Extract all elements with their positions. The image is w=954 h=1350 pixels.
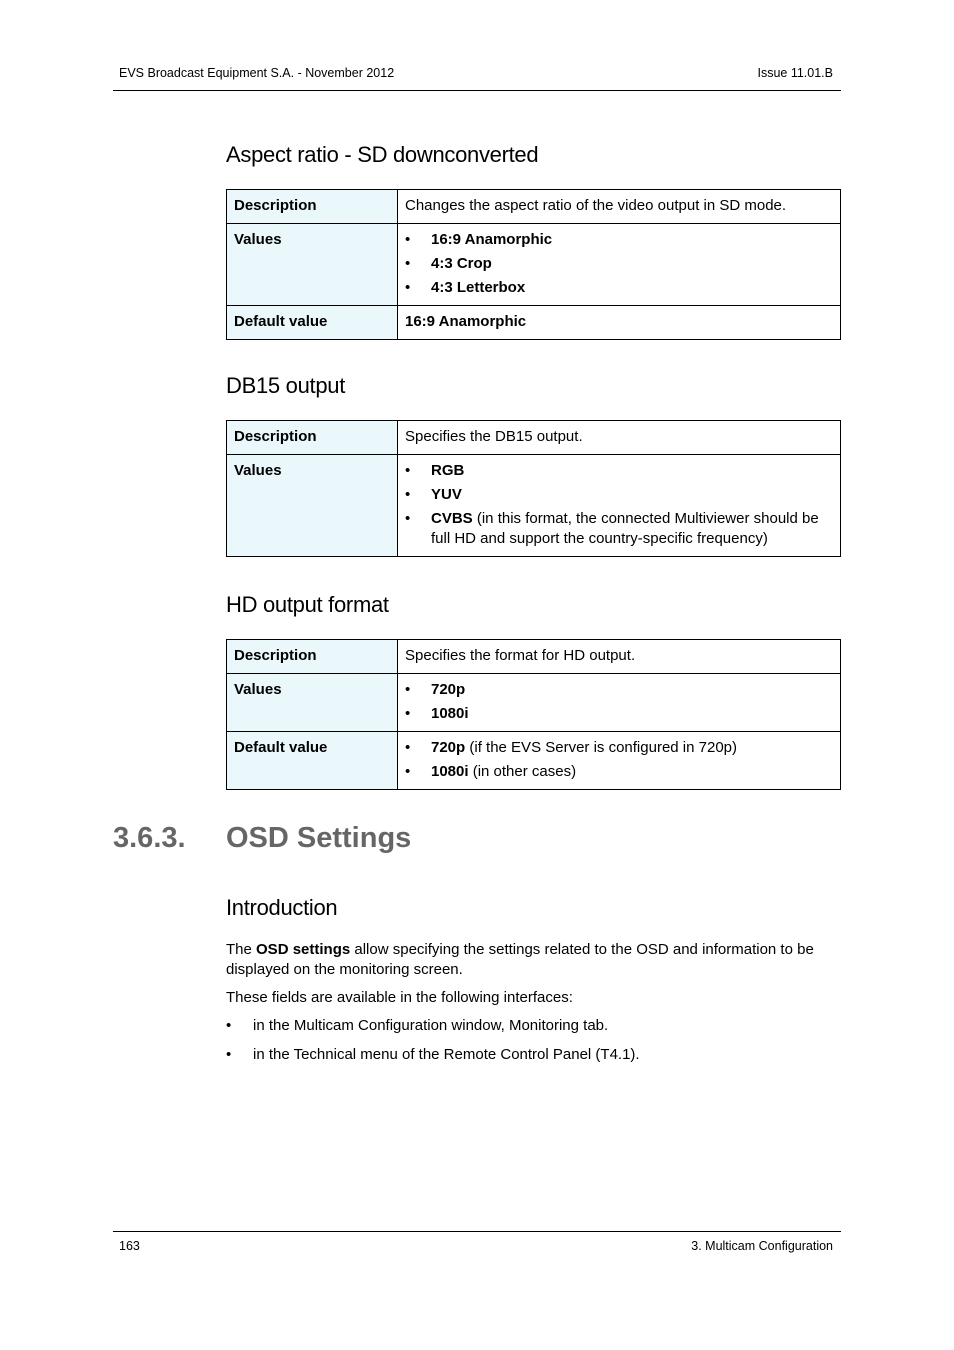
row-value: Changes the aspect ratio of the video output in SD mode. [398,190,841,224]
list-item: • YUV [405,486,462,503]
page-header [113,66,841,91]
intro-paragraph: The OSD settings allow specifying the settings related to the OSD and information to be displayed on the monitoring screen. [226,941,814,978]
list-item: • 720p [405,681,466,698]
values-list [405,230,836,298]
list-item: • 1080i [405,705,469,722]
page-number: 163 [119,1239,140,1253]
footer-chapter: 3. Multicam Configuration [691,1239,833,1253]
section-title-aspect-ratio: Aspect ratio - SD downconverted [226,142,539,167]
row-value [398,224,841,306]
introduction-body [226,940,841,1074]
page-footer [113,1231,841,1253]
values-list [405,738,836,782]
row-key: Values [227,224,398,306]
db15-output-table [226,420,841,557]
list-item: • RGB [405,462,465,479]
table-row [227,190,841,224]
list-item: • in the Multicam Configuration window, Monitoring tab. [226,1017,609,1034]
row-value: 16:9 Anamorphic [398,306,841,340]
table-row [227,306,841,340]
list-item: • CVBS (in this format, the connected Multiviewer should be full HD and support the country-specific frequency) [405,510,819,547]
values-list [405,461,836,549]
row-value [398,732,841,790]
row-key: Description [227,640,398,674]
row-key: Description [227,421,398,455]
table-row [227,455,841,557]
values-list [405,680,836,724]
list-item: • 4:3 Letterbox [405,279,526,296]
section-title-db15-output: DB15 output [226,373,346,398]
header-publisher: EVS Broadcast Equipment S.A. - November 2012 [119,66,395,80]
row-key: Default value [227,732,398,790]
intro-paragraph: These fields are available in the following interfaces: [226,989,573,1006]
row-value [398,674,841,732]
row-value: Specifies the format for HD output. [398,640,841,674]
row-value: Specifies the DB15 output. [398,421,841,455]
row-key: Values [227,674,398,732]
section-title-hd-output-format: HD output format [226,592,389,617]
interfaces-list [226,1016,841,1065]
chapter-heading [113,822,411,855]
list-item: • 4:3 Crop [405,255,492,272]
section-title-introduction: Introduction [226,895,338,920]
row-key: Default value [227,306,398,340]
aspect-ratio-table [226,189,841,340]
list-item: • 720p (if the EVS Server is configured in 720p) [405,739,738,756]
chapter-number: 3.6.3. [113,822,186,854]
list-item: • in the Technical menu of the Remote Control Panel (T4.1). [226,1046,640,1063]
table-row [227,421,841,455]
table-row [227,640,841,674]
hd-output-format-table [226,639,841,790]
chapter-title: OSD Settings [226,822,412,854]
table-row [227,224,841,306]
header-issue: Issue 11.01.B [757,66,833,80]
list-item: • 16:9 Anamorphic [405,231,553,248]
list-item: • 1080i (in other cases) [405,763,577,780]
row-key: Values [227,455,398,557]
table-row [227,674,841,732]
table-row [227,732,841,790]
row-key: Description [227,190,398,224]
row-value [398,455,841,557]
